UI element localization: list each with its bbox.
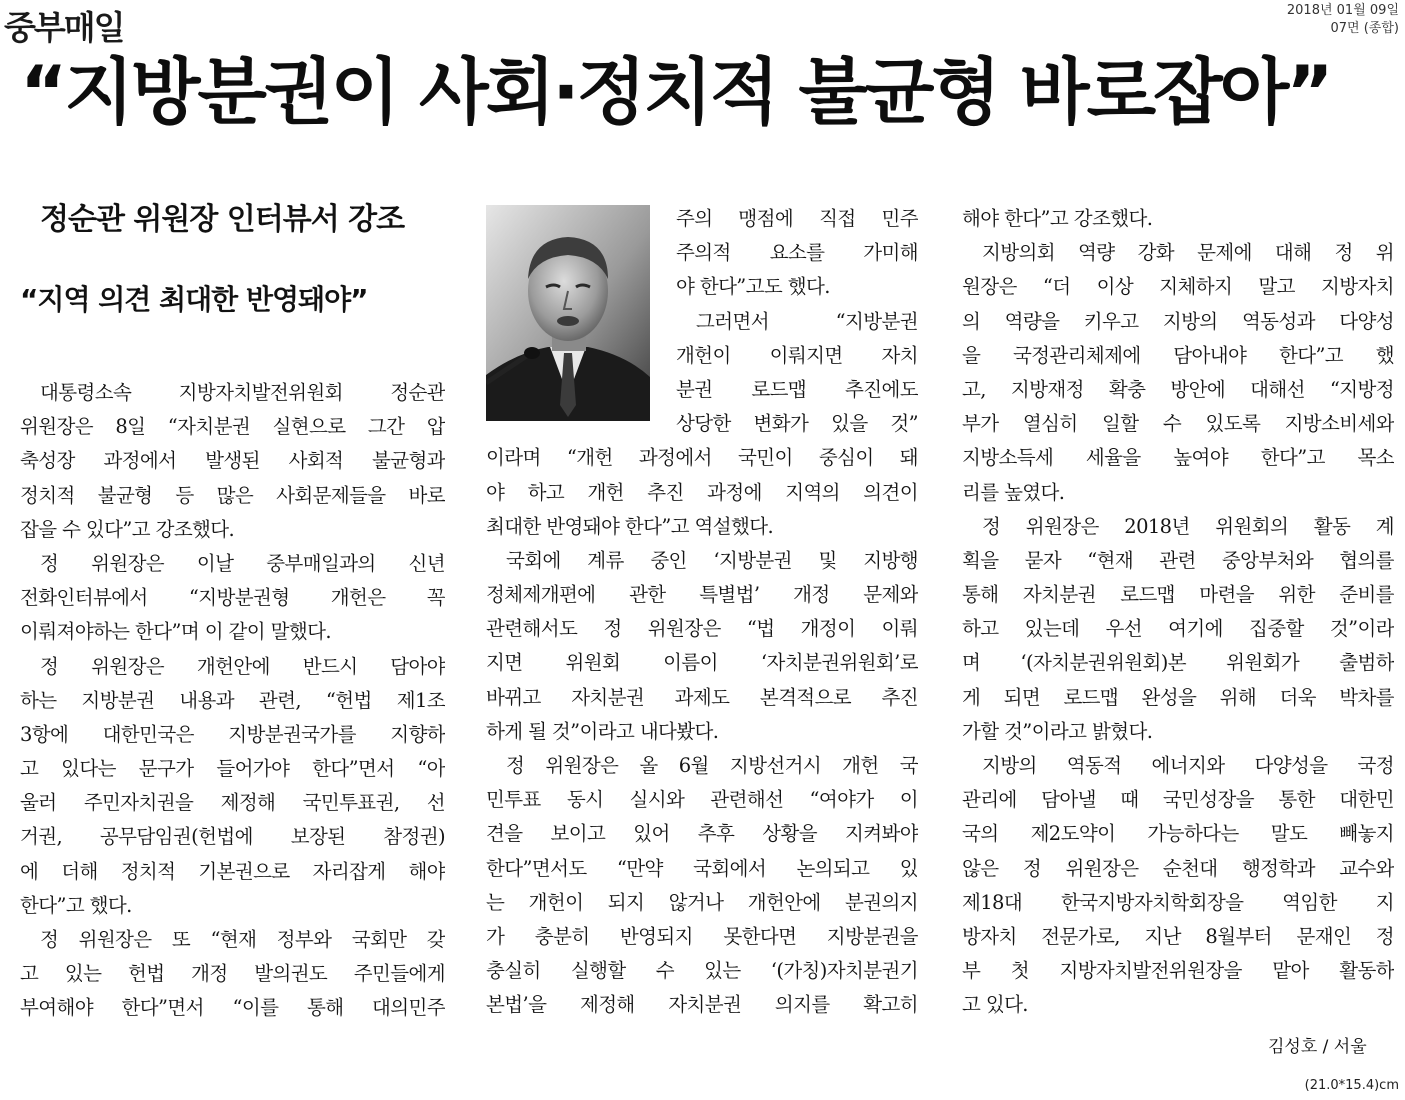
text-line: 하고 있는데 우선 여기에 집중할 것”이라 [962, 617, 1394, 641]
byline: 김성호 / 서울 [1268, 1037, 1367, 1057]
text-line: 지방의 역동적 에너지와 다양성을 국정 [982, 754, 1394, 777]
text-line: 충실히 실행할 수 있는 ‘(가칭)자치분권기 [486, 959, 918, 983]
article-column-1 [20, 376, 445, 1026]
text-line: 부 첫 지방자치발전위원장을 맡아 활동하 [962, 959, 1394, 983]
publication-date: 2018년 01월 09일 [1286, 3, 1399, 18]
text-line: 하는 지방분권 내용과 관련, “헌법 제1조 [20, 688, 445, 712]
text-line: 지면 위원회 이름이 ‘자치분권위원회’로 [486, 651, 918, 675]
text-line: 3항에 대한민국은 지방분권국가를 지향하 [20, 722, 445, 746]
text-line: 정 위원장은 올 6월 지방선거시 개헌 국 [506, 754, 918, 777]
page-section: 07면 (종합) [1330, 21, 1399, 36]
publication-info [1287, 2, 1399, 38]
text-line: 견을 보이고 있어 추후 상황을 지켜봐야 [486, 822, 918, 846]
text-line: 않은 정 위원장은 순천대 행정학과 교수와 [962, 856, 1394, 880]
text-line: 며 ‘(자치분권위원회)본 위원회가 출범하 [962, 651, 1394, 675]
text-line: 위원장은 8일 “자치분권 실현으로 그간 압 [20, 415, 445, 439]
text-line: 잡을 수 있다”고 강조했다. [20, 517, 235, 541]
text-line: 상당한 변화가 있을 것” [676, 412, 918, 436]
headline: “지방분권이 사회·정치적 불균형 바로잡아” [20, 50, 1331, 134]
text-line: 가할 것”이라고 밝혔다. [962, 719, 1153, 743]
text-line: 지방의회 역량 강화 문제에 대해 정 위 [982, 241, 1394, 265]
text-line: 에 더해 정치적 기본권으로 자리잡게 해야 [20, 859, 445, 883]
text-line: 정 위원장은 2018년 위원회의 활동 계 [982, 514, 1394, 538]
text-line: 가 충분히 반영되지 못한다면 지방분권을 [486, 924, 918, 948]
text-line: 고, 지방재정 확충 방안에 대해선 “지방정 [962, 377, 1394, 401]
text-line: 이뤄져야하는 한다”며 이 같이 말했다. [20, 620, 331, 644]
text-line: 울러 주민자치권을 제정해 국민투표권, 선 [20, 791, 445, 815]
text-line: 지방소득세 세율을 높여야 한다”고 목소 [962, 446, 1394, 470]
text-line: 분권 로드맵 추진에도 [676, 377, 918, 401]
text-line: 리를 높였다. [962, 480, 1065, 504]
text-line: 국회에 계류 중인 ‘지방분권 및 지방행 [506, 548, 918, 572]
text-line: 부여해야 한다”면서 “이를 통해 대의민주 [20, 996, 445, 1020]
article-column-2 [486, 202, 918, 1023]
text-line: 을 국정관리체제에 담아내야 한다”고 했 [962, 343, 1394, 367]
text-line: 원장은 “더 이상 지체하지 말고 지방자치 [962, 275, 1394, 299]
text-line: 정 위원장은 또 “현재 정부와 국회만 갖 [40, 928, 445, 951]
text-line: 고 있는 헌법 개정 발의권도 주민들에게 [20, 962, 445, 986]
text-line: 국의 제2도약이 가능하다는 말도 빼놓지 [962, 822, 1394, 846]
text-line: 고 있다는 문구가 들어가야 한다”면서 “아 [20, 757, 445, 781]
text-line: 본법’을 제정해 자치분권 의지를 확고히 [486, 993, 918, 1017]
text-line: 야 한다”고도 했다. [676, 275, 830, 299]
text-line: 부가 열심히 일할 수 있도록 지방소비세와 [962, 412, 1394, 436]
text-line: 민투표 동시 실시와 관련해선 “여야가 이 [486, 788, 918, 812]
article-column-3 [962, 202, 1394, 1023]
text-line: 정체제개편에 관한 특별법’ 개정 문제와 [486, 583, 918, 607]
text-line: 관련해서도 정 위원장은 “법 개정이 이뤄 [486, 617, 918, 641]
text-line: 하게 될 것”이라고 내다봤다. [486, 719, 719, 743]
text-line: 대통령소속 지방자치발전위원회 정순관 [40, 381, 445, 404]
text-line: 통해 자치분권 로드맵 마련을 위한 준비를 [962, 583, 1394, 607]
text-line: 고 있다. [962, 993, 1028, 1017]
text-line: 방자치 전문가로, 지난 8월부터 문재인 정 [962, 924, 1394, 948]
text-line: 그러면서 “지방분권 [696, 309, 918, 333]
text-line: 게 되면 로드맵 완성을 위해 더욱 박차를 [962, 685, 1394, 709]
text-line: 거권, 공무담임권(헌법에 보장된 참정권) [20, 825, 445, 849]
text-line: 바뀌고 자치분권 과제도 본격적으로 추진 [486, 685, 918, 709]
text-line: 축성장 과정에서 발생된 사회적 불균형과 [20, 449, 445, 473]
text-line: 개헌이 이뤄지면 자치 [676, 343, 918, 367]
text-line: 전화인터뷰에서 “지방분권형 개헌은 꼭 [20, 586, 445, 610]
text-line: 한다”면서도 “만약 국회에서 논의되고 있 [486, 856, 918, 880]
subheadline-2: “지역 의견 최대한 반영돼야” [20, 283, 368, 316]
text-line: 해야 한다”고 강조했다. [962, 207, 1153, 230]
text-line: 한다”고 했다. [20, 893, 132, 917]
newspaper-logo: 중부매일 [4, 8, 124, 47]
text-line: 정치적 불균형 등 많은 사회문제들을 바로 [20, 483, 445, 507]
text-line: 주의적 요소를 가미해 [676, 241, 918, 265]
text-line: 이라며 “개헌 과정에서 국민이 중심이 돼 [486, 446, 918, 470]
text-line: 관리에 담아낼 때 국민성장을 통한 대한민 [962, 788, 1394, 812]
text-line: 정 위원장은 이날 중부매일과의 신년 [40, 551, 445, 575]
text-line: 야 하고 개헌 추진 과정에 지역의 의견이 [486, 480, 918, 504]
subheadline-1: 정순관 위원장 인터뷰서 강조 [40, 202, 405, 237]
text-line: 는 개헌이 되지 않거나 개헌안에 분권의지 [486, 890, 918, 914]
article-size-note: (21.0*15.4)cm [1304, 1078, 1399, 1093]
text-line: 획을 묻자 “현재 관련 중앙부처와 협의를 [962, 548, 1394, 572]
text-line: 정 위원장은 개헌안에 반드시 담아야 [40, 654, 445, 678]
text-line: 제18대 한국지방자치학회장을 역임한 지 [962, 890, 1394, 914]
text-line: 최대한 반영돼야 한다”고 역설했다. [486, 514, 774, 538]
text-line: 주의 맹점에 직접 민주 [676, 207, 918, 230]
text-line: 의 역량을 키우고 지방의 역동성과 다양성 [962, 309, 1394, 333]
